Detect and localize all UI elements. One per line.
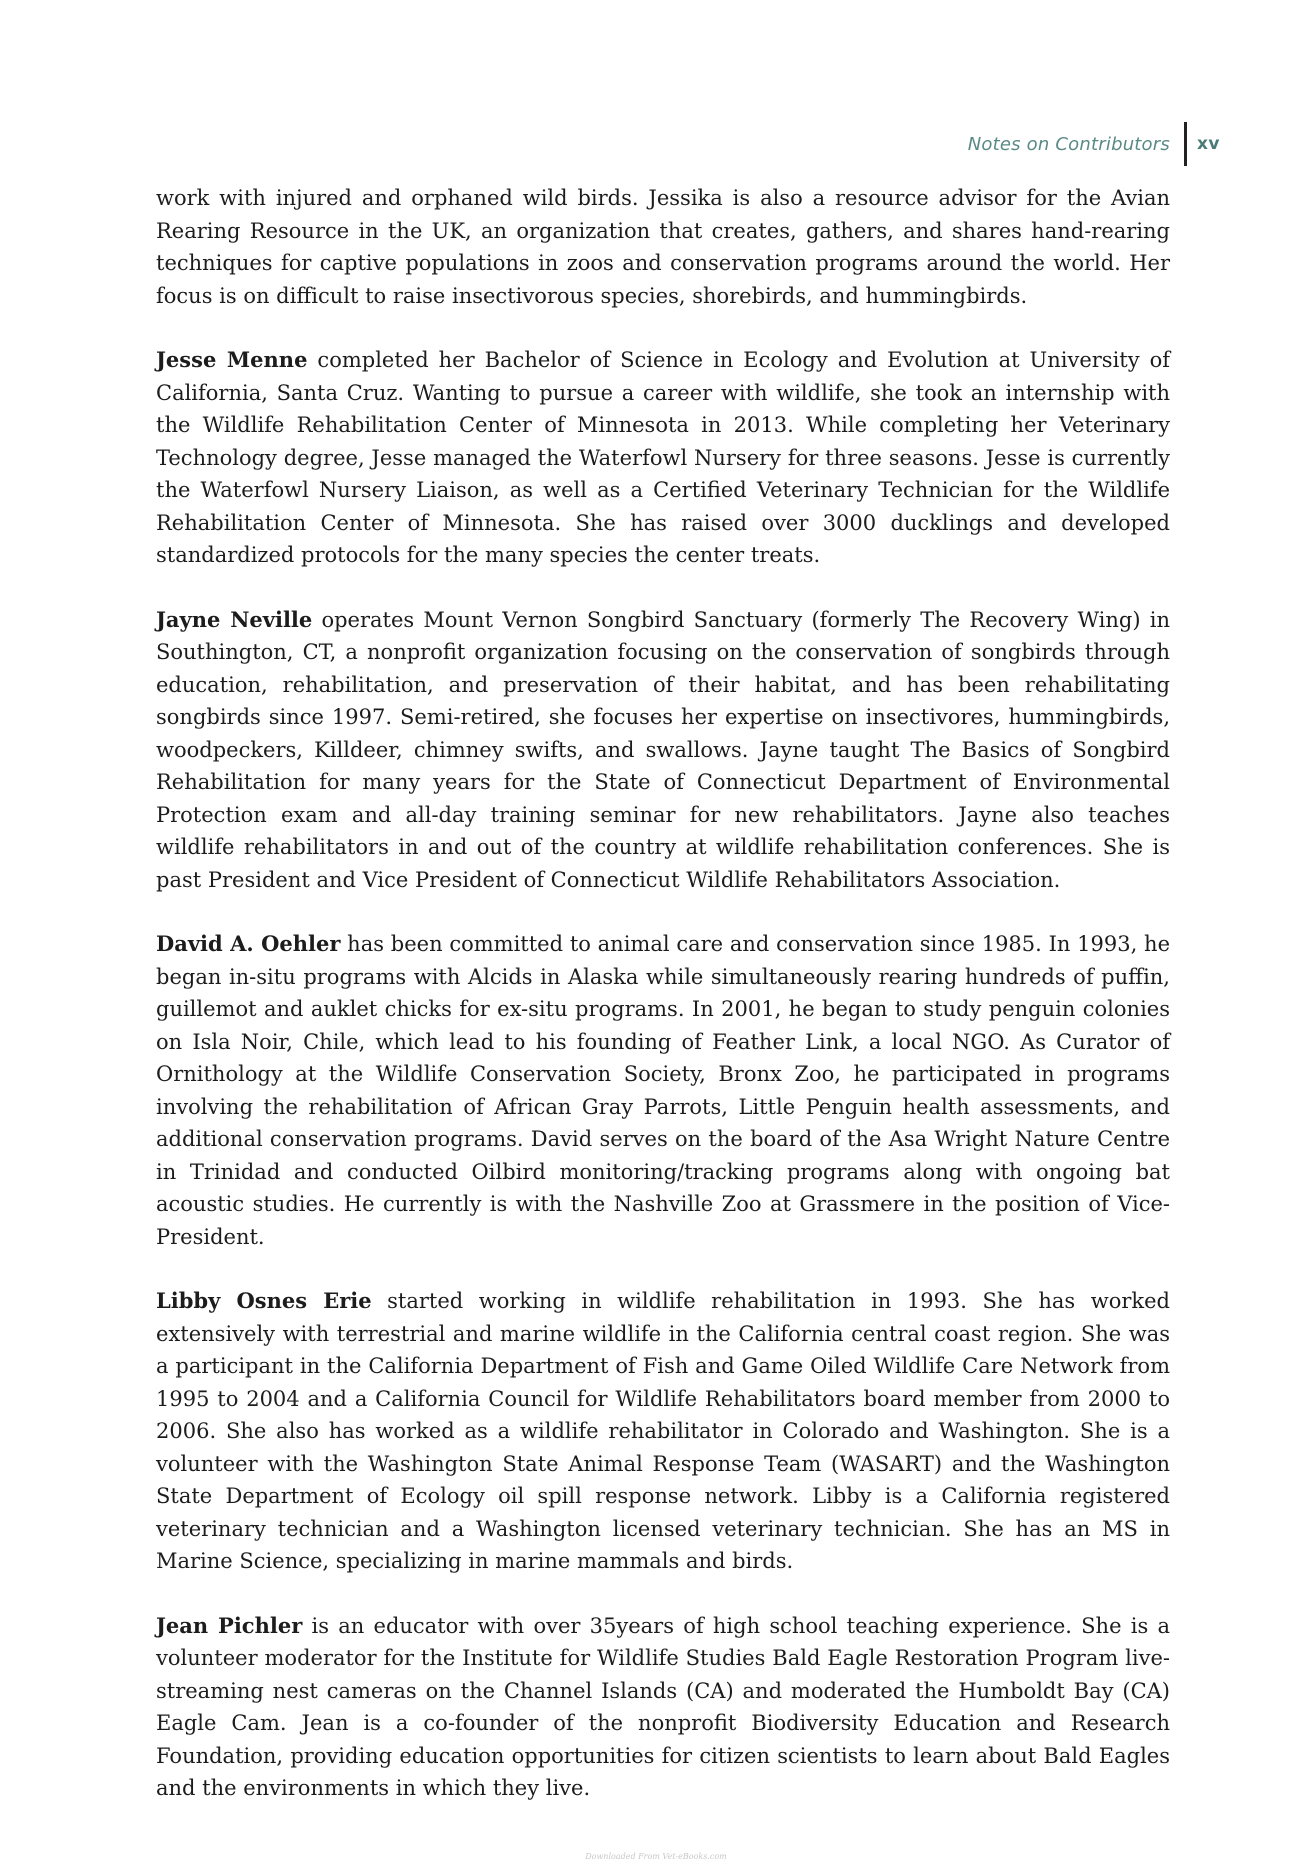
running-header [968, 124, 1220, 164]
running-title: Notes on Contributors [967, 133, 1170, 155]
contributor-name: Jesse Menne [156, 347, 308, 372]
paragraph-text: completed her Bachelor of Science in Ecology and Evolution at University of California, Santa Cruz. Wanting to pursue a career with wildlife, she took an internship with the Wildlife Rehabilitation Center of Minnesota in 2013. While completing her Veterinary Technology degree, Jesse managed the Waterfowl Nursery for three seasons. Jesse is currently the Waterfowl Nursery Liaison, as well as a Certified Veterinary Technician for the Wildlife Rehabilitation Center of Minnesota. She has raised over 3000 ducklings and developed standardized protocols for the many species the center treats. [156, 348, 1170, 567]
contributor-paragraph-jesse-menne [156, 344, 1170, 572]
header-rule [1184, 122, 1187, 166]
contributor-name: Libby Osnes Erie [156, 1288, 372, 1313]
contributors-body [156, 182, 1170, 1837]
contributor-paragraph-continued [156, 182, 1170, 312]
paragraph-text: started working in wildlife rehabilitation in 1993. She has worked extensively with terrestrial and marine wildlife in the California central coast region. She was a participant in the California Department of Fish and Game Oiled Wildlife Care Network from 1995 to 2004 and a California Council for Wildlife Rehabilitators board member from 2000 to 2006. She also has worked as a wildlife rehabilitator in Colorado and Washington. She is a volunteer with the Washington State Animal Response Team (WASART) and the Washington State Department of Ecology oil spill response network. Libby is a California registered veterinary technician and a Washington licensed veterinary technician. She has an MS in Marine Science, specializing in marine mammals and birds. [156, 1289, 1170, 1573]
paragraph-text: operates Mount Vernon Songbird Sanctuary (formerly The Recovery Wing) in Southington, CT, a nonprofit organization focusing on the conservation of songbirds through education, rehabilitation, and preservation of their habitat, and has been rehabilitating songbirds since 1997. Semi-retired, she focuses her expertise on insectivores, hummingbirds, woodpeckers, Killdeer, chimney swifts, and swallows. Jayne taught The Basics of Songbird Rehabilitation for many years for the State of Connecticut Department of Environmental Protection exam and all-day training seminar for new rehabilitators. Jayne also teaches wildlife rehabilitators in and out of the country at wildlife rehabilitation conferences. She is past President and Vice President of Connecticut Wildlife Rehabilitators Association. [156, 607, 1170, 892]
footer-watermark: Downloaded From Vet-eBooks.com [585, 1852, 727, 1861]
paragraph-text: has been committed to animal care and conservation since 1985. In 1993, he began in-situ programs with Alcids in Alaska while simultaneously rearing hundreds of puffin, guillemot and auklet chicks for ex-situ programs. In 2001, he began to study penguin colonies on Isla Noir, Chile, which lead to his founding of Feather Link, a local NGO. As Curator of Ornithology at the Wildlife Conservation Society, Bronx Zoo, he participated in programs involving the rehabilitation of African Gray Parrots, Little Penguin health assessments, and additional conservation programs. David serves on the board of the Asa Wright Nature Centre in Trinidad and conducted Oilbird monitoring/tracking programs along with ongoing bat acoustic studies. He currently is with the Nashville Zoo at Grassmere in the position of Vice-President. [156, 932, 1171, 1249]
contributor-name: Jean Pichler [156, 1612, 303, 1638]
contributor-name: Jayne Neville [156, 606, 313, 632]
contributor-paragraph-jayne-neville [156, 604, 1170, 897]
contributor-name: David A. Oehler [156, 931, 341, 956]
paragraph-text: is an educator with over 35years of high school teaching experience. She is a volunteer moderator for the Institute for Wildlife Studies Bald Eagle Restoration Program live-streaming nest cameras on the Channel Islands (CA) and moderated the Humboldt Bay (CA) Eagle Cam. Jean is a co-founder of the nonprofit Biodiversity Education and Research Foundation, providing education opportunities for citizen scientists to learn about Bald Eagles and the environments in which they live. [156, 1613, 1170, 1800]
contributor-paragraph-libby-osnes-erie [156, 1285, 1170, 1578]
page-number: xv [1196, 134, 1220, 154]
paragraph-text: work with injured and orphaned wild birds. Jessika is also a resource advisor for the Avian Rearing Resource in the UK, an organization that creates, gathers, and shares hand-rearing techniques for captive populations in zoos and conservation programs around the world. Her focus is on difficult to raise insectivorous species, shorebirds, and hummingbirds. [156, 186, 1170, 308]
contributor-paragraph-jean-pichler [156, 1610, 1170, 1805]
contributor-paragraph-david-oehler [156, 928, 1170, 1253]
